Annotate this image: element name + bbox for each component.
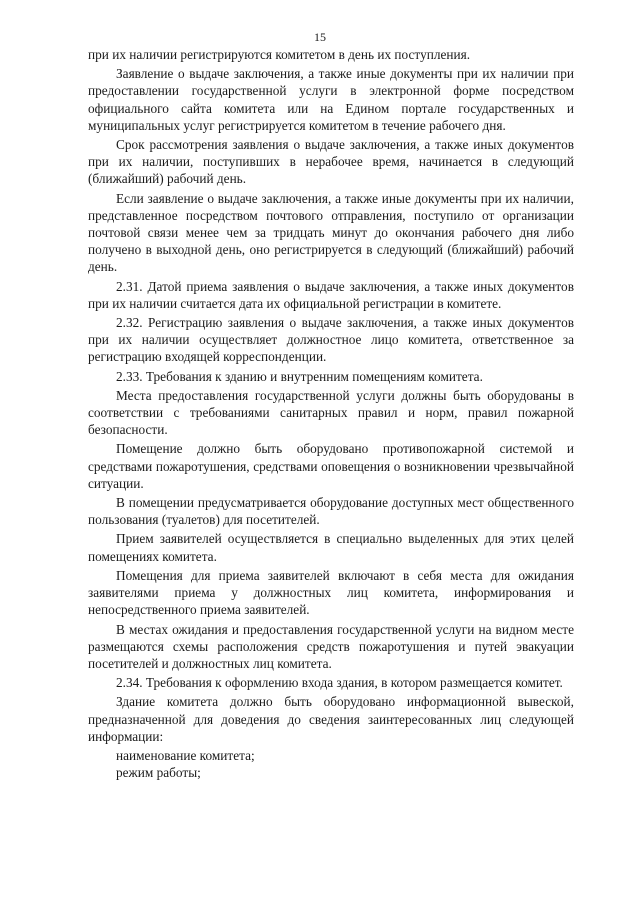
- paragraph-12: В местах ожидания и предоставления государственной услуги на видном месте размещаются схемы расположения средств пожаротушения и путей эвакуации посетителей и должностных лиц комитета.: [88, 621, 574, 671]
- paragraph-4: 2.31. Датой приема заявления о выдаче заключения, а также иных документов при их наличии считается дата их официальной регистрации в комитете.: [88, 278, 574, 311]
- paragraph-1: Заявление о выдаче заключения, а также иные документы при их наличии при предоставлении государственной услуги в электронной форме посредством официального сайта комитета или на Едином портале государственных и муниципальных услуг регистрируется комитетом в течение рабочего дня.: [88, 66, 574, 133]
- paragraph-13: 2.34. Требования к оформлению входа здания, в котором размещается комитет.: [116, 675, 563, 691]
- paragraph-9: В помещении предусматривается оборудование доступных мест общественного пользования (туалетов) для посетителей.: [88, 495, 574, 528]
- paragraph-10: Прием заявителей осуществляется в специально выделенных для этих целей помещениях комитета.: [88, 531, 574, 564]
- paragraph-6: 2.33. Требования к зданию и внутренним помещениям комитета.: [116, 368, 483, 384]
- paragraph-14: Здание комитета должно быть оборудовано информационной вывеской, предназначенной для доведения до сведения заинтересованных лиц следующей информации:: [88, 694, 574, 744]
- paragraph-11: Помещения для приема заявителей включают в себя места для ожидания заявителями приема у должностных лиц комитета, информирования и непосредственного приема заявителей.: [88, 567, 574, 618]
- paragraph-0: при их наличии регистрируются комитетом в день их поступления.: [88, 47, 471, 62]
- paragraph-3: Если заявление о выдаче заключения, а также иные документы при их наличии, представленное посредством почтового отправления, поступило от организации почтовой связи менее чем за тридцать минут до окончания рабочего дня либо получено в выходной день, оно регистрируется в следующий (ближайший) рабочий день.: [88, 190, 574, 275]
- paragraph-7: Места предоставления государственной услуги должны быть оборудованы в соответствии с требованиями санитарных правил и норм, правил пожарной безопасности.: [88, 387, 574, 438]
- paragraph-2: Срок рассмотрения заявления о выдаче заключения, а также иных документов при их наличии, поступивших в нерабочее время, начинается в следующий (ближайший) рабочий день.: [88, 137, 574, 187]
- paragraph-16: режим работы;: [116, 765, 201, 781]
- paragraph-15: наименование комитета;: [116, 747, 255, 763]
- page-number: 15: [314, 30, 326, 44]
- paragraph-8: Помещение должно быть оборудовано противопожарной системой и средствами пожаротушения, средствами оповещения о возникновении чрезвычайной ситуации.: [88, 441, 574, 491]
- paragraph-5: 2.32. Регистрацию заявления о выдаче заключения, а также иных документов при их наличии осуществляет должностное лицо комитета, ответственное за регистрацию входящей корреспонденции.: [88, 315, 574, 365]
- document-body: [88, 46, 574, 781]
